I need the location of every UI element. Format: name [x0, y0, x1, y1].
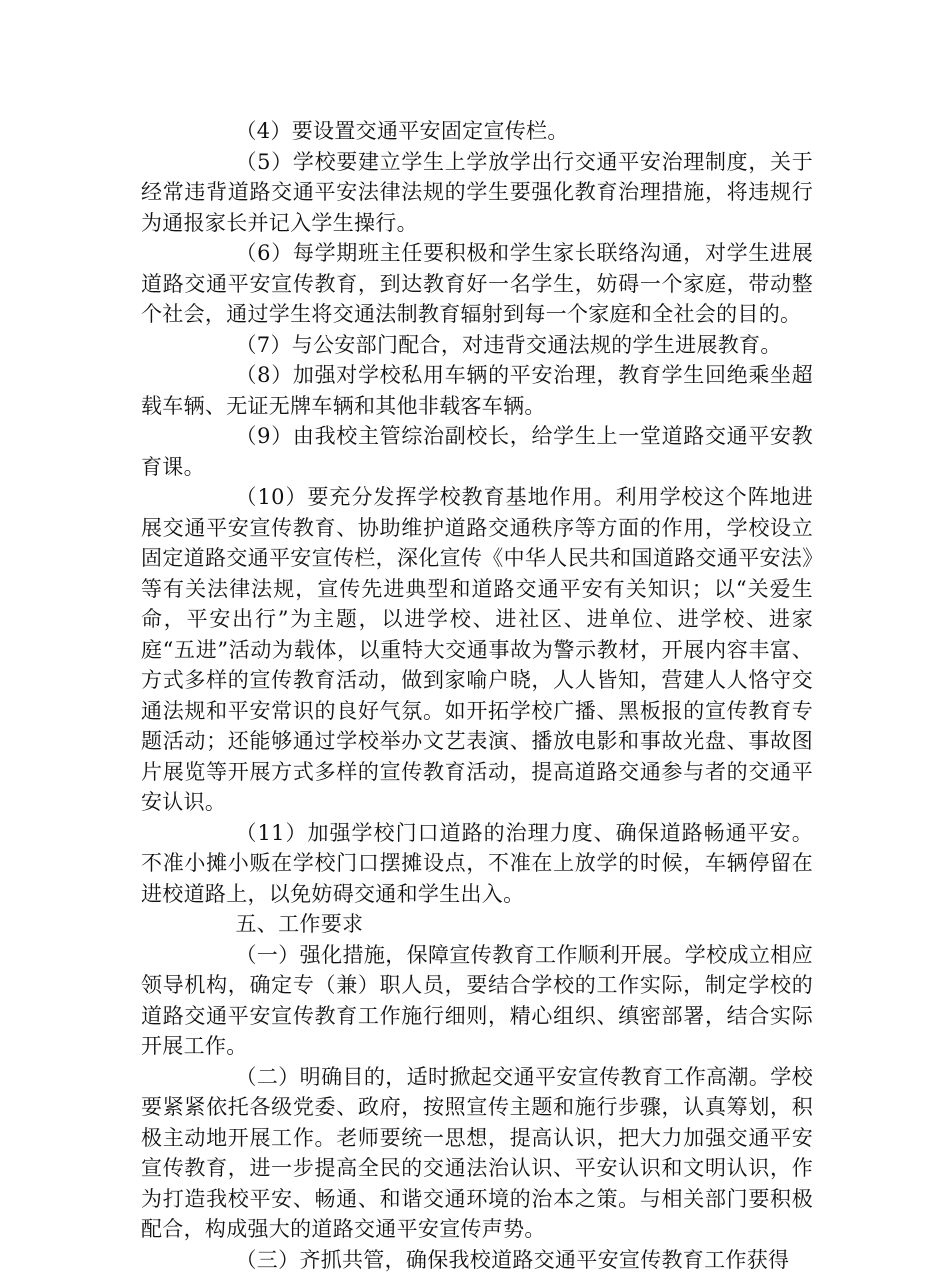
paragraph-item-11: （11）加强学校门口道路的治理力度、确保道路畅通平安。不准小摊小贩在学校门口摆摊设点，不准在上放学的时候，车辆停留在进校道路上，以免妨碍交通和学生出入。: [141, 818, 813, 910]
section-heading-work-requirements: 五、工作要求: [141, 909, 813, 940]
paragraph-item-7: （7）与公安部门配合，对违背交通法规的学生进展教育。: [141, 330, 813, 361]
paragraph-requirement-1: （一）强化措施，保障宣传教育工作顺利开展。学校成立相应领导机构，确定专（兼）职人员，要结合学校的工作实际，制定学校的道路交通平安宣传教育工作施行细则，精心组织、缜密部署，结合实际开展工作。: [141, 940, 813, 1062]
paragraph-requirement-2: （二）明确目的，适时掀起交通平安宣传教育工作高潮。学校要紧紧依托各级党委、政府，按照宣传主题和施行步骤，认真筹划，积极主动地开展工作。老师要统一思想，提高认识，把大力加强交通平安宣传教育，进一步提高全民的交通法治认识、平安认识和文明认识，作为打造我校平安、畅通、和谐交通环境的治本之策。与相关部门要积极配合，构成强大的道路交通平安宣传声势。: [141, 1062, 813, 1245]
paragraph-item-9: （9）由我校主管综治副校长，给学生上一堂道路交通平安教育课。: [141, 421, 813, 482]
paragraph-item-4: （4）要设置交通平安固定宣传栏。: [141, 116, 813, 147]
paragraph-item-5: （5）学校要建立学生上学放学出行交通平安治理制度，关于经常违背道路交通平安法律法规的学生要强化教育治理措施，将违规行为通报家长并记入学生操行。: [141, 147, 813, 239]
paragraph-item-8: （8）加强对学校私用车辆的平安治理，教育学生回绝乘坐超载车辆、无证无牌车辆和其他非载客车辆。: [141, 360, 813, 421]
paragraph-item-10: （10）要充分发挥学校教育基地作用。利用学校这个阵地进展交通平安宣传教育、协助维护道路交通秩序等方面的作用，学校设立固定道路交通平安宣传栏，深化宣传《中华人民共和国道路交通平安法》等有关法律法规，宣传先进典型和道路交通平安有关知识；以“关爱生命，平安出行”为主题，以进学校、进社区、进单位、进学校、进家庭“五进”活动为载体，以重特大交通事故为警示教材，开展内容丰富、方式多样的宣传教育活动，做到家喻户晓，人人皆知，营建人人恪守交通法规和平安常识的良好气氛。如开拓学校广播、黑板报的宣传教育专题活动；还能够通过学校举办文艺表演、播放电影和事故光盘、事故图片展览等开展方式多样的宣传教育活动，提高道路交通参与者的交通平安认识。: [141, 482, 813, 818]
paragraph-requirement-3: （三）齐抓共管，确保我校道路交通平安宣传教育工作获得: [141, 1245, 813, 1275]
document-body: [141, 116, 813, 1275]
paragraph-item-6: （6）每学期班主任要积极和学生家长联络沟通，对学生进展道路交通平安宣传教育，到达教育好一名学生，妨碍一个家庭，带动整个社会，通过学生将交通法制教育辐射到每一个家庭和全社会的目的。: [141, 238, 813, 330]
